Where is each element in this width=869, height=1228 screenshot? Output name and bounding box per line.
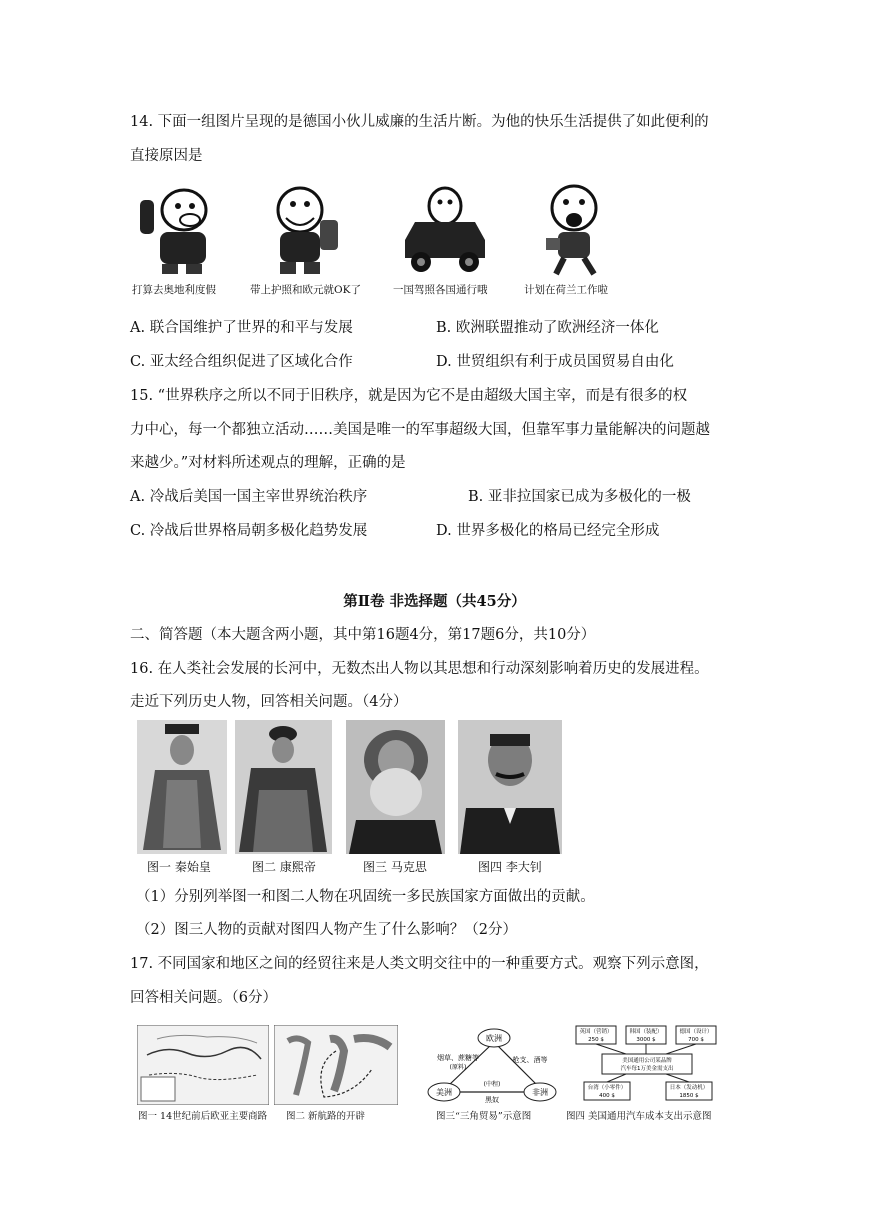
cost-box-uk-value: 250 $ (588, 1037, 604, 1043)
cost-center-line-1: 美国通用公司某品牌 (622, 1058, 672, 1064)
portrait-marx (346, 720, 445, 854)
q17-line-1: 17. 不同国家和地区之间的经贸往来是人类文明交往中的一种重要方式。观察下列示意图， (130, 956, 709, 972)
node-europe: 欧洲 (486, 1034, 502, 1043)
cost-box-korea-value: 3000 $ (636, 1037, 656, 1043)
node-africa: 非洲 (532, 1088, 548, 1097)
map-new-sea-routes (274, 1025, 398, 1105)
cost-box-uk-label: 英国（营销） (579, 1029, 613, 1035)
cost-box-japan-label: 日本（发动机） (669, 1085, 709, 1091)
q15-option-c: C. 冷战后世界格局朝多极化趋势发展 (130, 523, 368, 539)
cartoon-caption-4: 计划在荷兰工作啦 (524, 284, 608, 296)
cartoon-caption-2: 带上护照和欧元就OK了 (250, 284, 361, 296)
edge-bottom-sub: 黑奴 (485, 1096, 499, 1104)
cartoon-phone-image (132, 180, 232, 280)
q14-line-2: 直接原因是 (130, 148, 203, 164)
cost-box-taiwan-label: 台湾（小零件） (587, 1085, 627, 1091)
q14-option-b: B. 欧洲联盟推动了欧洲经济一体化 (436, 320, 659, 336)
q14-option-a: A. 联合国维护了世界的和平与发展 (130, 320, 353, 336)
part2-section-heading: 二、简答题（本大题含两小题，其中第16题4分，第17题6分，共10分） (130, 627, 596, 643)
q16-sub-question-1: （1）分别列举图一和图二人物在巩固统一多民族国家方面做出的贡献。 (136, 889, 595, 905)
cartoon-caption-3: 一国驾照各国通行哦 (393, 284, 488, 296)
fig-caption-3: 图三“三角贸易”示意图 (436, 1111, 532, 1122)
q14-line-1: 14. 下面一组图片呈现的是德国小伙儿威廉的生活片断。为他的快乐生活提供了如此便利的 (130, 114, 709, 130)
node-america: 美洲 (436, 1088, 452, 1097)
q15-option-d: D. 世界多极化的格局已经完全形成 (436, 523, 660, 539)
cartoon-passport (250, 180, 370, 297)
cost-box-korea-label: 韩国（装配） (629, 1029, 663, 1035)
cartoon-car (393, 180, 513, 297)
edge-bottom-label: (中程) (483, 1081, 501, 1088)
cost-box-germany-label: 德国（设计） (679, 1029, 713, 1035)
cost-box-japan-value: 1850 $ (679, 1093, 699, 1099)
fig-caption-1: 图一 14世纪前后欧亚主要商路 (138, 1111, 268, 1122)
portrait-li-dazhao (458, 720, 562, 854)
cartoon-caption-1: 打算去奥地利度假 (132, 284, 216, 296)
cartoon-car-image (393, 180, 493, 280)
cartoon-phone (132, 180, 252, 297)
portrait-caption-4: 图四 李大钊 (478, 860, 542, 874)
portrait-qin-shi-huang (137, 720, 227, 854)
q15-line-1: 15. “世界秩序之所以不同于旧秩序，就是因为它不是由超级大国主宰，而是有很多的权 (130, 388, 688, 404)
q14-option-d: D. 世贸组织有利于成员国贸易自由化 (436, 354, 674, 370)
edge-left-label: 烟草、蔗糖等 (437, 1054, 479, 1062)
q16-sub-question-2: （2）图三人物的贡献对图四人物产生了什么影响？（2分） (136, 922, 517, 938)
portrait-kangxi (235, 720, 332, 854)
cost-structure-diagram (566, 1024, 726, 1106)
map-trade-routes (137, 1025, 269, 1105)
cartoon-work-image (524, 180, 624, 280)
fig-caption-2: 图二 新航路的开辟 (286, 1111, 366, 1122)
q14-option-c: C. 亚太经合组织促进了区域化合作 (130, 354, 353, 370)
cartoon-passport-image (250, 180, 350, 280)
edge-left-sub: (原料) (449, 1064, 467, 1071)
portrait-caption-2: 图二 康熙帝 (252, 860, 316, 874)
q16-line-2: 走近下列历史人物，回答相关问题。（4分） (130, 694, 408, 710)
portrait-caption-3: 图三 马克思 (363, 860, 427, 874)
q15-line-2: 力中心，每一个都独立活动……美国是唯一的军事超级大国，但靠军事力量能解决的问题越 (130, 422, 710, 438)
cost-center-line-2: 汽车每1万美金需支出 (620, 1066, 674, 1072)
q15-line-3: 来越少。”对材料所述观点的理解，正确的是 (130, 455, 406, 471)
edge-right-label: 枪支、酒等 (512, 1056, 548, 1064)
q15-option-b: B. 亚非拉国家已成为多极化的一极 (468, 489, 691, 505)
q16-line-1: 16. 在人类社会发展的长河中，无数杰出人物以其思想和行动深刻影响着历史的发展进程。 (130, 661, 709, 677)
cartoon-work (524, 180, 644, 297)
cost-box-taiwan-value: 400 $ (599, 1093, 615, 1099)
cost-box-germany-value: 700 $ (688, 1037, 704, 1043)
q15-option-a: A. 冷战后美国一国主宰世界统治秩序 (130, 489, 368, 505)
q17-line-2: 回答相关问题。（6分） (130, 990, 277, 1006)
portrait-caption-1: 图一 秦始皇 (147, 860, 211, 874)
triangle-trade-diagram (424, 1026, 559, 1106)
part2-title: 第Ⅱ卷 非选择题（共45分） (343, 593, 526, 610)
fig-caption-4: 图四 美国通用汽车成本支出示意图 (566, 1111, 712, 1122)
